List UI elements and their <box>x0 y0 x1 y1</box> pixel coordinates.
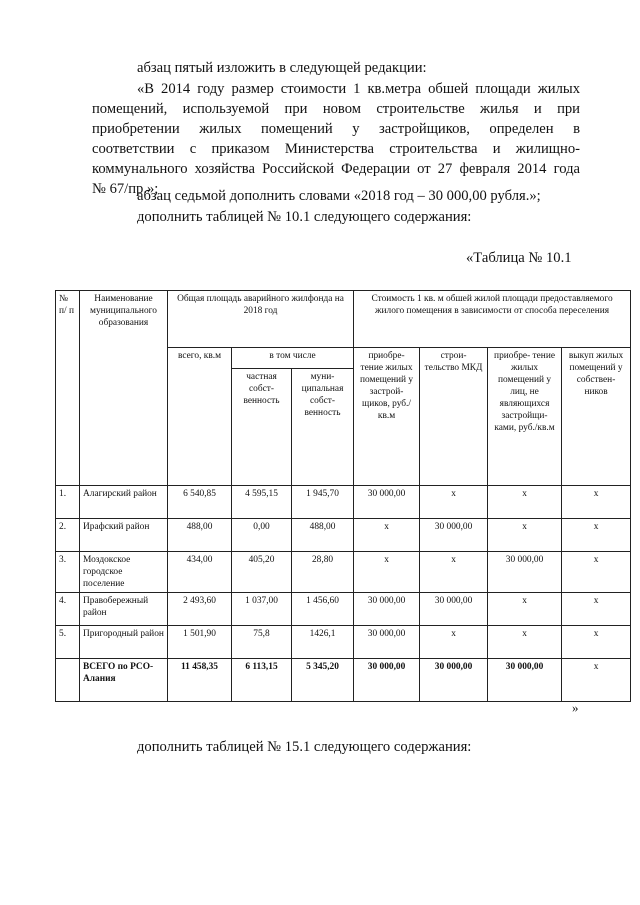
data-table <box>55 290 631 702</box>
header-build: строи- тельство МКД <box>420 348 488 486</box>
header-private: частная собст- венность <box>232 369 292 486</box>
cell-num: 5. <box>56 626 80 659</box>
cell-total: 11 458,35 <box>168 659 232 702</box>
total-row <box>56 659 631 702</box>
header-municipal: муни- ципальная собст- венность <box>292 369 354 486</box>
cell-buy-other: 30 000,00 <box>488 552 562 593</box>
intro-paragraph: абзац пятый изложить в следующей редакции: <box>137 60 427 76</box>
cell-buy-other: х <box>488 593 562 626</box>
cell-municipal: 1 456,60 <box>292 593 354 626</box>
cell-buy-dev: 30 000,00 <box>354 486 420 519</box>
cell-build: 30 000,00 <box>420 519 488 552</box>
cell-num: 2. <box>56 519 80 552</box>
closing-quote: » <box>572 700 579 715</box>
header-cost-group: Стоимость 1 кв. м обшей жилой площади предоставляемого жилого помещения в зависимости от способа переселения <box>354 291 631 348</box>
table-row <box>56 519 631 552</box>
cell-num <box>56 659 80 702</box>
quote-line: № 67/пр.»; <box>92 181 159 197</box>
cell-total: 434,00 <box>168 552 232 593</box>
cell-buy-dev: 30 000,00 <box>354 626 420 659</box>
cell-private: 1 037,00 <box>232 593 292 626</box>
table-row <box>56 486 631 519</box>
cell-redeem: х <box>562 552 631 593</box>
cell-build: х <box>420 626 488 659</box>
quote-line: «В 2014 году размер стоимости 1 кв.метра обшей площади жилых <box>137 81 580 97</box>
cell-total: 1 501,90 <box>168 626 232 659</box>
quote-line: помещений, используемой при новом строительстве жилья и при <box>92 101 580 117</box>
cell-buy-dev: х <box>354 552 420 593</box>
seventh-paragraph: абзац седьмой дополнить словами «2018 год – 30 000,00 рубля.»; <box>137 188 541 204</box>
cell-municipal: 5 345,20 <box>292 659 354 702</box>
next-table-paragraph: дополнить таблицей № 15.1 следующего содержания: <box>137 739 472 755</box>
cell-name: Алагирский район <box>80 486 168 519</box>
cell-municipal: 28,80 <box>292 552 354 593</box>
cell-redeem: х <box>562 519 631 552</box>
cell-num: 3. <box>56 552 80 593</box>
cell-redeem: х <box>562 486 631 519</box>
cell-redeem: х <box>562 659 631 702</box>
cell-name: Правобережный район <box>80 593 168 626</box>
header-num: № п/ п <box>56 291 80 486</box>
cell-private: 6 113,15 <box>232 659 292 702</box>
cell-private: 4 595,15 <box>232 486 292 519</box>
cell-private: 75,8 <box>232 626 292 659</box>
header-name: Наименование муниципального образования <box>80 291 168 486</box>
cell-num: 4. <box>56 593 80 626</box>
cell-redeem: х <box>562 593 631 626</box>
cell-municipal: 488,00 <box>292 519 354 552</box>
cell-build: 30 000,00 <box>420 593 488 626</box>
add-table-paragraph: дополнить таблицей № 10.1 следующего содержания: <box>137 209 472 225</box>
table-row <box>56 593 631 626</box>
cell-build: х <box>420 486 488 519</box>
cell-total: 2 493,60 <box>168 593 232 626</box>
table-row <box>56 626 631 659</box>
cell-municipal: 1 945,70 <box>292 486 354 519</box>
cell-name: Ирафский район <box>80 519 168 552</box>
header-buy-dev: приобре- тение жилых помещений у застрой- щиков, руб./кв.м <box>354 348 420 486</box>
cell-buy-other: х <box>488 626 562 659</box>
cell-build: х <box>420 552 488 593</box>
header-total: всего, кв.м <box>168 348 232 486</box>
cell-buy-other: х <box>488 519 562 552</box>
cell-name: Моздокское городское поселение <box>80 552 168 593</box>
table-caption: «Таблица № 10.1 <box>466 250 572 266</box>
cell-total: 6 540,85 <box>168 486 232 519</box>
cell-buy-other: 30 000,00 <box>488 659 562 702</box>
quote-paragraph <box>92 79 580 199</box>
header-area-group: Общая площадь аварийного жилфонда на 2018 год <box>168 291 354 348</box>
cell-buy-dev: 30 000,00 <box>354 659 420 702</box>
cell-name: Пригородный район <box>80 626 168 659</box>
table-row <box>56 552 631 593</box>
cell-buy-other: х <box>488 486 562 519</box>
cell-redeem: х <box>562 626 631 659</box>
cell-name: ВСЕГО по РСО-Алания <box>80 659 168 702</box>
quote-line: коммунального хозяйства Российской Федерации от 27 февраля 2014 года <box>92 161 580 177</box>
header-redeem: выкуп жилых помещений у собствен- ников <box>562 348 631 486</box>
cell-municipal: 1426,1 <box>292 626 354 659</box>
cell-buy-dev: 30 000,00 <box>354 593 420 626</box>
header-buy-other: приобре- тение жилых помещений у лиц, не являющихся застройщи- ками, руб./кв.м <box>488 348 562 486</box>
cell-private: 0,00 <box>232 519 292 552</box>
cell-total: 488,00 <box>168 519 232 552</box>
quote-line: соответствии с приказом Министерства строительства и жилищно- <box>92 141 580 157</box>
cell-build: 30 000,00 <box>420 659 488 702</box>
cell-num: 1. <box>56 486 80 519</box>
cell-buy-dev: х <box>354 519 420 552</box>
cell-private: 405,20 <box>232 552 292 593</box>
quote-line: приобретении жилых помещений у застройщиков, определен в <box>92 121 580 137</box>
header-incl: в том числе <box>232 348 354 369</box>
